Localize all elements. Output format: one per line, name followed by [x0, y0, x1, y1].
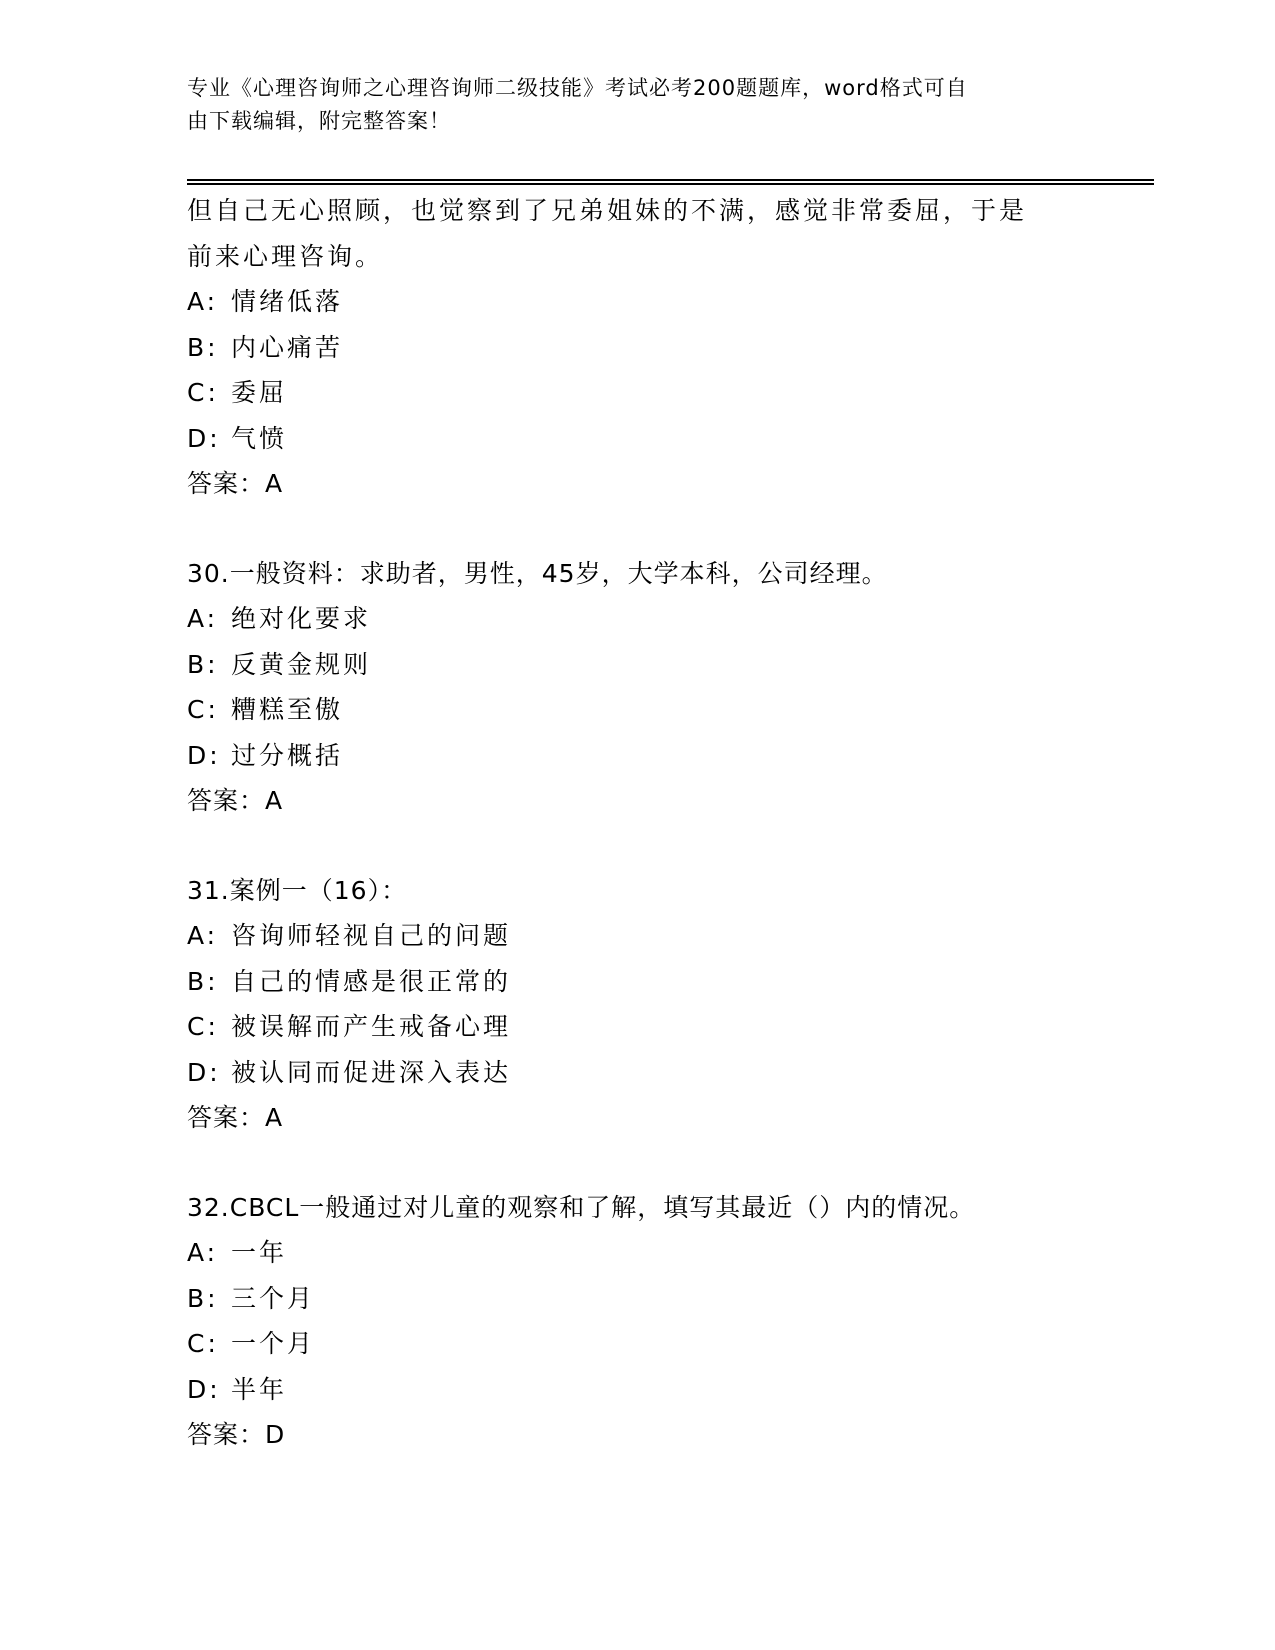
option-text: 委屈	[231, 378, 288, 407]
option-d	[187, 416, 1087, 462]
option-letter: A:	[187, 921, 219, 950]
option-text: 情绪低落	[231, 287, 344, 316]
question-block	[187, 868, 1087, 1141]
question-block	[187, 1185, 1087, 1458]
option-text: 一年	[231, 1238, 288, 1267]
option-text: 被认同而促进深入表达	[231, 1057, 512, 1087]
answer-line: 答案：A	[187, 1103, 284, 1132]
option-b	[187, 1276, 1087, 1322]
question-stem-line: 但自己无心照顾，也觉察到了兄弟姐妹的不满，感觉非常委屈，于是	[187, 196, 1028, 225]
header-line-2: 由下载编辑，附完整答案！	[187, 109, 451, 133]
question-stem: 31.案例一（16）：	[187, 875, 408, 905]
option-text: 咨询师轻视自己的问题	[231, 921, 512, 950]
answer-line: 答案：D	[187, 1420, 286, 1449]
option-a	[187, 1230, 1087, 1276]
option-text: 被误解而产生戒备心理	[231, 1012, 512, 1041]
option-a	[187, 596, 1087, 642]
option-letter: D:	[187, 423, 221, 453]
option-text: 半年	[231, 1374, 288, 1404]
option-b	[187, 959, 1087, 1005]
header-divider-top	[187, 179, 1154, 181]
option-d	[187, 1050, 1087, 1096]
option-text: 自己的情感是很正常的	[231, 966, 512, 996]
option-text: 糟糕至傲	[231, 695, 344, 724]
option-letter: A:	[187, 604, 219, 633]
option-letter: D:	[187, 740, 221, 770]
option-c	[187, 1321, 1087, 1367]
option-c	[187, 370, 1087, 416]
option-b	[187, 642, 1087, 688]
option-letter: D:	[187, 1057, 221, 1087]
option-c	[187, 1004, 1087, 1050]
answer-line: 答案：A	[187, 469, 284, 498]
option-text: 过分概括	[231, 740, 344, 770]
question-block	[187, 551, 1087, 824]
option-letter: C:	[187, 1012, 219, 1041]
option-c	[187, 687, 1087, 733]
option-text: 绝对化要求	[231, 604, 372, 633]
option-letter: C:	[187, 1329, 219, 1358]
header-line-1: 专业《心理咨询师之心理咨询师二级技能》考试必考200题题库，word格式可自	[187, 76, 968, 100]
answer-line: 答案：A	[187, 786, 284, 815]
option-letter: A:	[187, 287, 219, 316]
option-text: 反黄金规则	[231, 649, 372, 679]
question-stem: 30.一般资料：求助者，男性，45岁，大学本科，公司经理。	[187, 558, 888, 588]
option-letter: B:	[187, 1283, 219, 1313]
option-text: 内心痛苦	[231, 332, 344, 362]
option-letter: B:	[187, 649, 219, 679]
option-letter: A:	[187, 1238, 219, 1267]
option-text: 气愤	[231, 423, 288, 453]
question-block-continued	[187, 188, 1087, 507]
option-letter: C:	[187, 378, 219, 407]
question-stem-line: 前来心理咨询。	[187, 241, 384, 271]
question-stem: 32.CBCL一般通过对儿童的观察和了解，填写其最近（）内的情况。	[187, 1192, 976, 1222]
header-divider-bottom	[187, 183, 1154, 185]
option-text: 三个月	[231, 1283, 316, 1313]
option-d	[187, 733, 1087, 779]
option-letter: D:	[187, 1374, 221, 1404]
document-header	[187, 72, 1067, 138]
option-letter: B:	[187, 966, 219, 996]
option-text: 一个月	[231, 1329, 316, 1358]
option-d	[187, 1367, 1087, 1413]
option-letter: B:	[187, 332, 219, 362]
option-letter: C:	[187, 695, 219, 724]
question-content	[187, 188, 1087, 1458]
option-b	[187, 325, 1087, 371]
option-a	[187, 279, 1087, 325]
option-a	[187, 913, 1087, 959]
